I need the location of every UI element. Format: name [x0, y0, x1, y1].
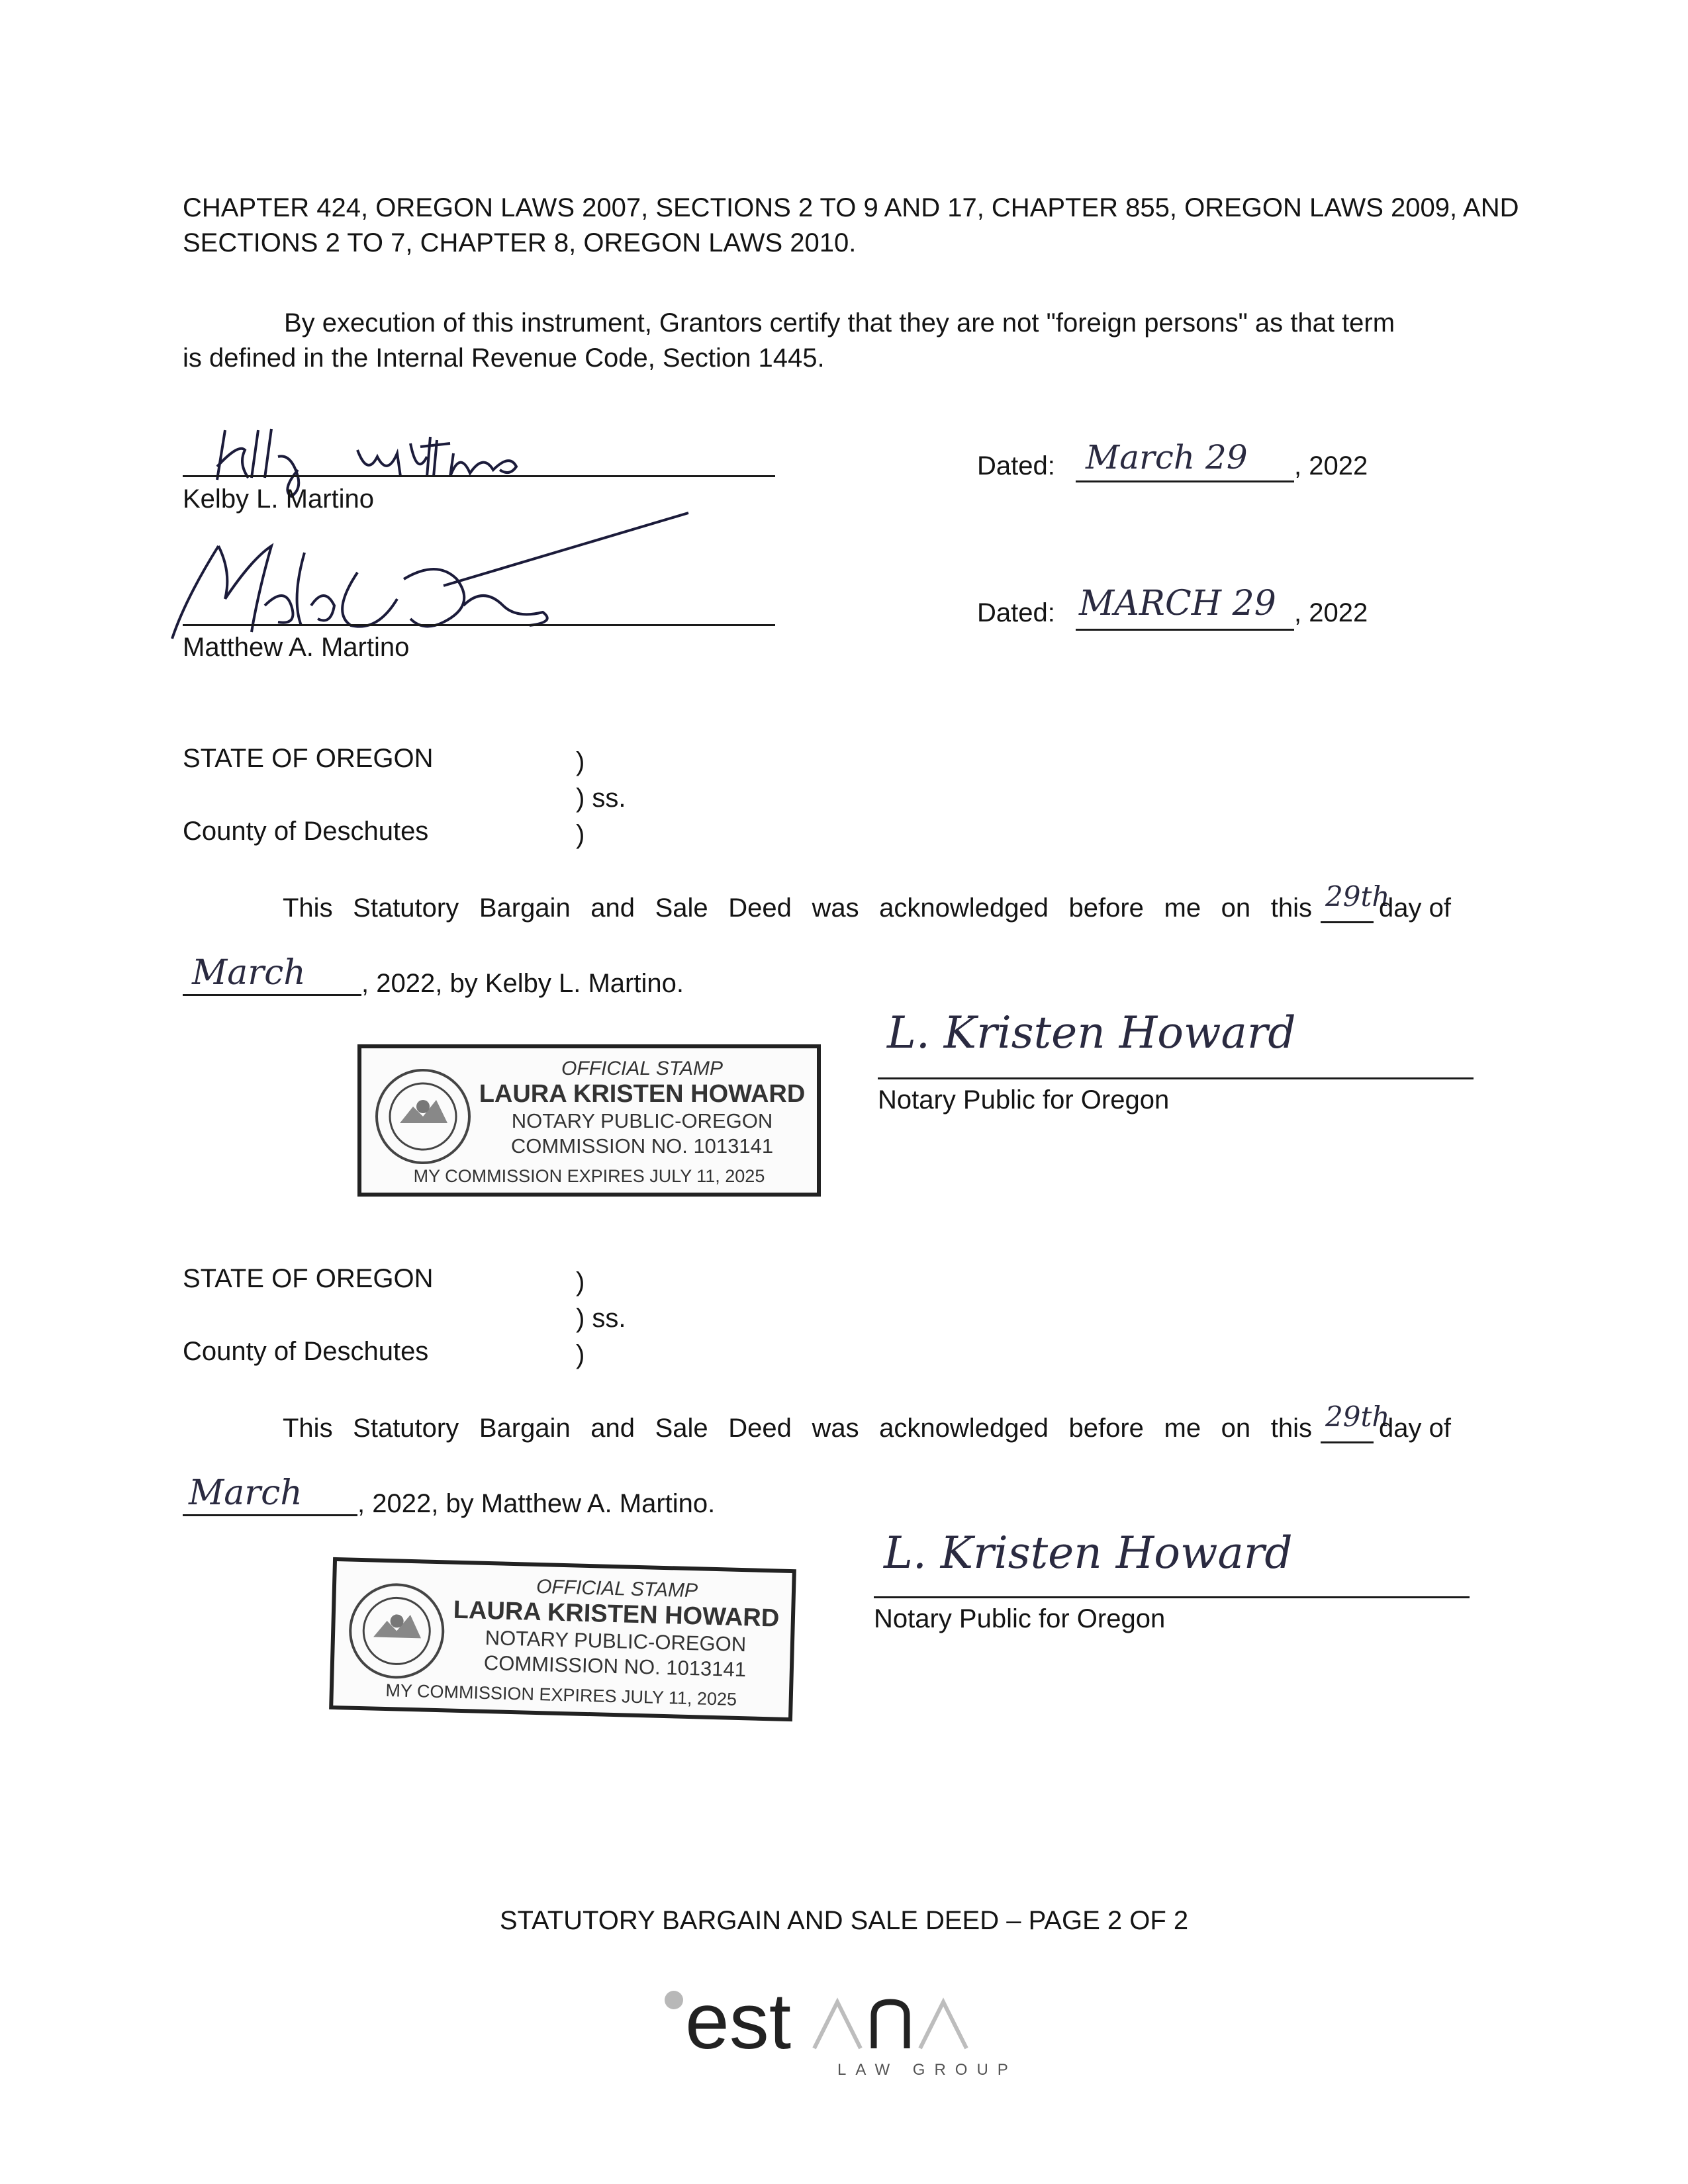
ack2-stamp-line-4: COMMISSION NO. 1013141	[483, 1651, 747, 1682]
ack2-paren-2: )	[576, 1340, 585, 1369]
ack1-stamp-line-2: LAURA KRISTEN HOWARD	[479, 1080, 806, 1108]
ack1-notary-stamp	[357, 1044, 821, 1197]
ack1-stamp-line-4: COMMISSION NO. 1013141	[510, 1134, 774, 1158]
matthew-date-line	[1076, 629, 1294, 631]
ack1-day-of: day of	[1379, 893, 1451, 923]
ack2-notary-stamp	[329, 1557, 796, 1721]
kelby-name: Kelby L. Martino	[183, 484, 375, 514]
ack2-notary-label: Notary Public for Oregon	[874, 1604, 1166, 1633]
ack2-stamp-line-3: NOTARY PUBLIC-OREGON	[485, 1625, 747, 1657]
matthew-dated-label: Dated:	[977, 598, 1055, 627]
ack2-month-line	[183, 1514, 357, 1516]
ack2-body-line-1: This Statutory Bargain and Sale Deed was acknowledged before me on this	[283, 1414, 1312, 1443]
ack2-month-handwritten: March	[189, 1473, 303, 1513]
statute-line-1: CHAPTER 424, OREGON LAWS 2007, SECTIONS 2 TO 9 AND 17, CHAPTER 855, OREGON LAWS 2009, AND	[183, 193, 1519, 222]
kelby-dated-year: , 2022	[1294, 451, 1368, 480]
matthew-signature-line	[183, 624, 775, 626]
ack1-ss: ) ss.	[576, 784, 626, 813]
ack2-stamp-line-1: OFFICIAL STAMP	[536, 1575, 698, 1602]
oregon-seal-icon	[346, 1580, 447, 1682]
ack2-by-text: , 2022, by Matthew A. Martino.	[357, 1489, 716, 1518]
ack1-stamp-line-1: OFFICIAL STAMP	[561, 1058, 723, 1079]
ack1-body-line-1: This Statutory Bargain and Sale Deed was acknowledged before me on this	[283, 893, 1312, 923]
ack1-county: County of Deschutes	[183, 817, 429, 846]
matthew-dated-year: , 2022	[1294, 598, 1368, 627]
ack1-by-text: , 2022, by Kelby L. Martino.	[361, 969, 684, 998]
ack2-state: STATE OF OREGON	[183, 1264, 434, 1293]
ack2-paren-1: )	[576, 1267, 585, 1297]
ack1-stamp-line-3: NOTARY PUBLIC-OREGON	[511, 1109, 773, 1132]
ack1-day-line	[1321, 921, 1374, 923]
logo-dot-icon	[665, 1991, 683, 2009]
kelby-signature-line	[183, 475, 775, 477]
ack2-notary-signature: L. Kristen Howard	[884, 1527, 1293, 1578]
logo-text: est	[685, 1979, 792, 2066]
certification-line-2: is defined in the Internal Revenue Code, Section 1445.	[183, 343, 825, 373]
oregon-seal-icon	[373, 1067, 473, 1166]
kelby-dated-handwritten: March 29	[1086, 438, 1248, 477]
ack1-notary-line	[878, 1077, 1474, 1079]
ack1-notary-label: Notary Public for Oregon	[878, 1085, 1170, 1115]
ack2-day-of: day of	[1379, 1414, 1451, 1443]
footer-page-label: STATUTORY BARGAIN AND SALE DEED – PAGE 2 OF 2	[499, 1906, 1189, 1935]
ack2-county: County of Deschutes	[183, 1337, 429, 1366]
ack1-month-handwritten: March	[192, 953, 306, 993]
logo-subtext: LAW GROUP	[837, 2061, 1017, 2078]
ack1-notary-signature: L. Kristen Howard	[887, 1007, 1296, 1058]
statute-line-2: SECTIONS 2 TO 7, CHAPTER 8, OREGON LAWS 2010.	[183, 228, 857, 257]
matthew-name: Matthew A. Martino	[183, 633, 410, 662]
ack2-stamp-line-2: LAURA KRISTEN HOWARD	[453, 1596, 780, 1633]
ack2-day-line	[1321, 1441, 1374, 1443]
ack2-stamp-line-5: MY COMMISSION EXPIRES JULY 11, 2025	[385, 1680, 737, 1709]
ack1-paren-2: )	[576, 820, 585, 849]
estana-logo	[655, 1979, 1026, 2078]
ack2-notary-line	[874, 1596, 1470, 1598]
matthew-dated-handwritten: MARCH 29	[1079, 584, 1276, 623]
ack2-ss: ) ss.	[576, 1304, 626, 1333]
ack1-stamp-line-5: MY COMMISSION EXPIRES JULY 11, 2025	[413, 1166, 765, 1186]
ack2-day-handwritten: 29th	[1325, 1400, 1390, 1433]
kelby-dated-label: Dated:	[977, 451, 1055, 480]
ack1-month-line	[183, 994, 361, 996]
ack1-day-handwritten: 29th	[1325, 880, 1390, 913]
ack1-paren-1: )	[576, 747, 585, 776]
ack1-state: STATE OF OREGON	[183, 744, 434, 773]
kelby-date-line	[1076, 480, 1294, 482]
certification-line-1: By execution of this instrument, Grantors certify that they are not "foreign persons" as that term	[284, 308, 1395, 338]
